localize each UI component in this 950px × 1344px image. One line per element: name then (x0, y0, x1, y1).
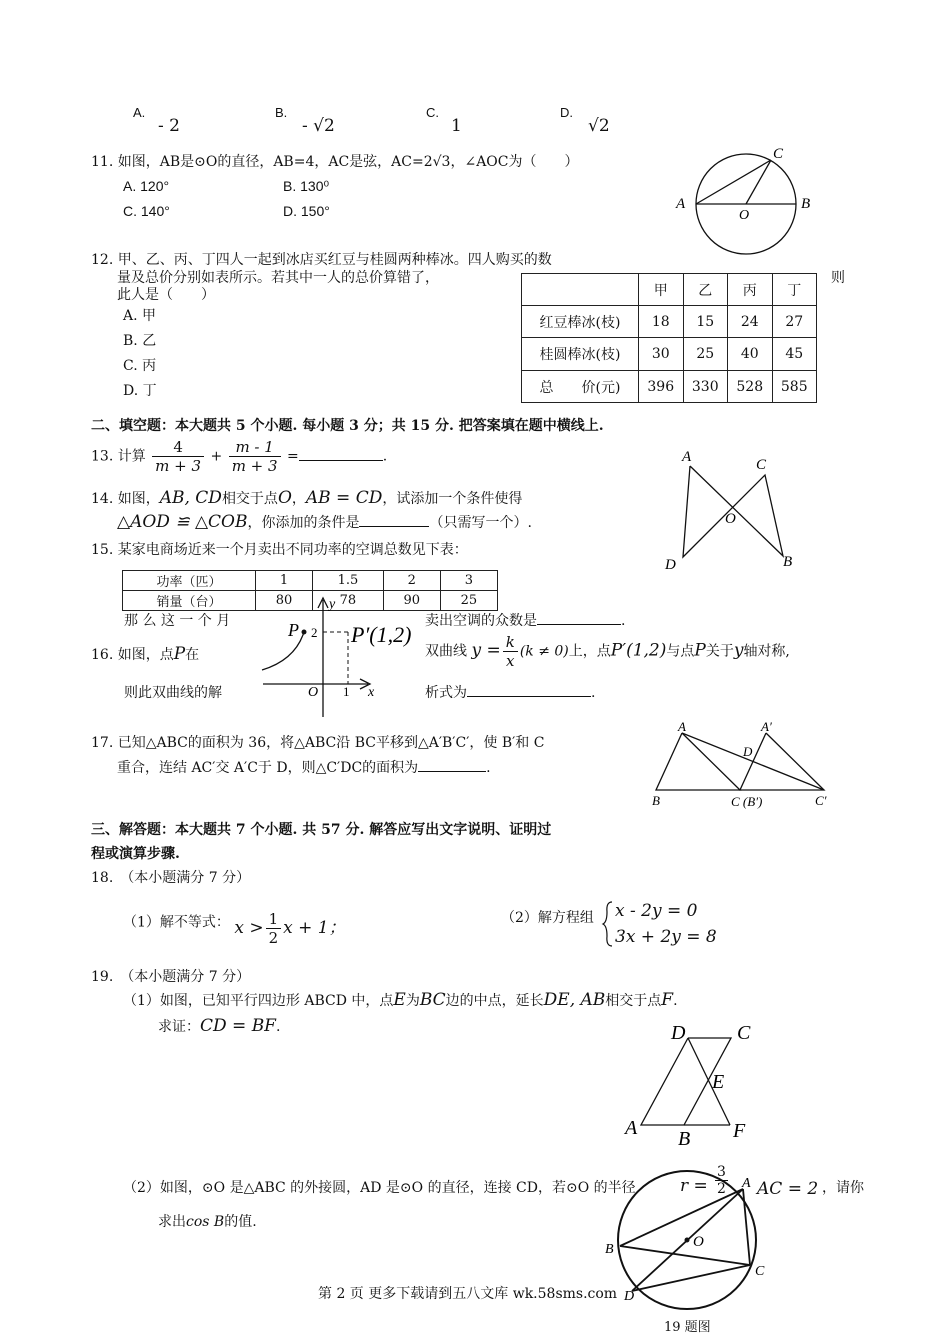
q19-fig2-label-a: A (742, 1176, 751, 1191)
q19-segment-ab (620, 1189, 743, 1246)
q15-table-cell: 78 (313, 591, 384, 611)
q15-text: 卖出空调的众数是 (425, 613, 537, 629)
q11-option-c: C. 140° (123, 203, 170, 219)
q12-table-cell: 396 (639, 371, 684, 403)
q16-line-c: 则此双曲线的解 (124, 685, 222, 701)
q18-part1 (123, 904, 346, 947)
q12-stem-line1: 12. 甲、乙、丙、丁四人一起到冰店买红豆与桂圆两种棒冰。四人购买的数 (91, 252, 552, 268)
q17-label-a: A (678, 719, 686, 734)
q10-option-b-value: - √2 (302, 116, 335, 136)
q18-brace (603, 900, 615, 948)
q10-option-b-label: B. (275, 105, 288, 120)
q16-label-x: x (368, 685, 375, 700)
q12-table-cell: 桂圆棒冰(枝) (522, 338, 639, 371)
q11-stem: 11. 如图，AB是⊙O的直径，AB=4，AC是弦，AC=2√3，∠AOC为（ ） (91, 154, 579, 170)
q12-table-cell: 30 (639, 338, 684, 371)
q19-figure-caption: 19 题图 (664, 1320, 711, 1335)
q17-text: 重合，连结 AC′交 A′C于 D，则△C′DC的面积为 (117, 760, 419, 776)
q19-fig2-label-d: D (624, 1289, 635, 1304)
q10-option-d-label: D. (560, 105, 573, 120)
q19-fig2-label-c: C (755, 1264, 765, 1279)
q19-fig1-label-c: C (737, 1022, 751, 1044)
q18-frac-num: 1 (266, 910, 282, 929)
q13-num2: m - 1 (229, 438, 281, 457)
q19-radius-eq: r = (680, 1176, 708, 1196)
q19-fig1-label-e: E (712, 1071, 725, 1093)
q18-brace-path (603, 902, 612, 946)
q12-option-d: D. 丁 (123, 383, 157, 399)
q10-option-a-value: - 2 (158, 116, 180, 136)
q12-option-a: A. 甲 (123, 308, 157, 324)
q14-line1 (91, 488, 522, 508)
q17-line1: 17. 已知△ABC的面积为 36，将△ABC沿 BC平移到△A′B′C′，使 B′和 C (91, 735, 545, 751)
q14-label-a: A (682, 449, 692, 465)
q14-label-b: B (783, 554, 793, 570)
q15-text: . (621, 613, 626, 629)
q16-text: 在 (185, 647, 200, 663)
q14-label-o: O (725, 511, 736, 527)
q16-text: 与点 (666, 643, 695, 660)
q15-table-header: 功率（匹） (123, 571, 256, 591)
q16-line-a (91, 644, 199, 664)
section-3-heading-line1: 三、解答题：本大题共 7 个小题. 共 57 分. 解答应写出文字说明、证明过 (91, 822, 552, 838)
q19-segment-ac (743, 1189, 750, 1265)
q17-text: . (486, 760, 491, 776)
q11-label-a: A (676, 196, 686, 212)
q12-table-cell: 总 价(元) (522, 371, 639, 403)
q12-table-cell: 27 (772, 306, 817, 338)
q13-equals: = (287, 448, 299, 465)
q19-part2-please: ，请你 (822, 1180, 864, 1196)
q19-math: DE, AB (543, 990, 606, 1010)
q15-tail-b (425, 610, 625, 630)
q16-label-p: P (288, 620, 299, 640)
q19-math: F (661, 990, 674, 1010)
q15-table-header: 3 (440, 571, 497, 591)
q11-option-d: D. 150° (283, 203, 330, 219)
q14-text: 相交于点 (221, 491, 278, 507)
q12-table-header-row (522, 274, 817, 306)
q18-text: （1）解不等式： (123, 914, 230, 931)
q10-option-c-label: C. (426, 105, 439, 120)
q12-table-cell: 18 (639, 306, 684, 338)
q19-text: 求出 (158, 1214, 186, 1230)
q16-answer-blank[interactable] (467, 696, 591, 697)
q19-fig1-label-f: F (733, 1120, 746, 1142)
q16-math: y (733, 640, 744, 661)
q17-label-cprime: C′ (815, 793, 827, 808)
q13-num1: 4 (152, 438, 204, 457)
q17-triangle-abc (656, 733, 740, 790)
q19-text: 的值. (224, 1214, 257, 1230)
q19-text: 相交于点 (605, 993, 662, 1009)
q12-table-header: 丁 (772, 274, 817, 306)
q15-table-header-row (123, 571, 498, 591)
q19-segment-cd (632, 1265, 750, 1291)
q17-figure (645, 715, 835, 815)
q16-text: 轴对称, (743, 643, 790, 660)
q12-stem-line2: 量及总价分别如表所示。若其中一人的总价算错了， (117, 270, 439, 286)
q12-table-cell: 红豆棒冰(枝) (522, 306, 639, 338)
q12-stem-line3: 此人是（ ） (117, 287, 215, 303)
q19-fig2-label-o: O (693, 1234, 704, 1250)
q19-text: 求证： (158, 1019, 200, 1035)
q19-fig1-label-b: B (678, 1128, 691, 1150)
q18-frac-den: 2 (268, 929, 279, 947)
q13-den1: m + 3 (155, 457, 202, 475)
q11-circle-figure (670, 140, 830, 265)
q18-heading: 18. （本小题满分 7 分） (91, 870, 251, 886)
q11-label-c: C (773, 146, 784, 162)
q16-text: 上，点 (568, 643, 611, 660)
q14-text: ，试添加一个条件使得 (382, 491, 523, 507)
q16-math: P′(1,2) (610, 640, 667, 661)
q19-circle-figure (600, 1178, 780, 1328)
q19-radius-num: 3 (717, 1164, 726, 1180)
q16-line-b (425, 633, 790, 670)
q19-part2-line1: （2）如图，⊙O 是△ABC 的外接圆，AD 是⊙O 的直径，连接 CD，若⊙O 的半径 (123, 1180, 636, 1196)
q15-table-cell: 销量（台） (123, 591, 256, 611)
q12-table-cell: 45 (772, 338, 817, 371)
q15-tail-a: 那 么 这 一 个 月 (124, 613, 231, 629)
q19-center-o (685, 1238, 690, 1243)
q15-table-header: 2 (383, 571, 440, 591)
q17-label-aprime: A′ (761, 719, 772, 734)
q15-answer-blank[interactable] (537, 624, 621, 625)
q13-expression (91, 438, 387, 475)
q19-math: BC (419, 990, 446, 1010)
q16-math: (k ≠ 0) (519, 643, 569, 660)
q19-ac-eq: AC = 2 (757, 1179, 819, 1199)
q17-segment-acprime (682, 733, 824, 790)
section-2-heading: 二、填空题：本大题共 5 个小题. 每小题 3 分；共 15 分. 把答案填在题中横线上. (91, 418, 604, 434)
q14-line2 (117, 512, 532, 532)
q13-den2: m + 3 (231, 457, 278, 475)
q10-option-c-value: 1 (451, 116, 462, 136)
q19-text: . (275, 1019, 281, 1035)
q15-stem: 15. 某家电商场近来一个月卖出不同功率的空调总数见下表： (91, 542, 468, 558)
q18-part2-label: （2）解方程组 (501, 910, 594, 926)
q13-answer-blank[interactable] (299, 460, 383, 461)
q12-table-header (522, 274, 639, 306)
q16-label-2: 2 (311, 625, 318, 640)
q18-math: x + 1； (283, 917, 346, 938)
q16-label-1: 1 (343, 684, 350, 699)
q19-math: E (393, 990, 406, 1010)
q19-math: cos B (186, 1214, 225, 1230)
q15-table-cell: 90 (383, 591, 440, 611)
q12-table-row (522, 306, 817, 338)
q19-fig1-label-d: D (671, 1022, 686, 1044)
q19-part2-line2 (158, 1211, 257, 1231)
q16-frac-den: x (506, 652, 515, 670)
q13-end: . (382, 448, 388, 465)
q11-label-o: O (739, 208, 750, 223)
section-3-heading-line2: 程或演算步骤. (91, 846, 180, 862)
q19-text: . (673, 993, 678, 1009)
q11-option-b: B. 130⁰ (283, 178, 330, 194)
q16-text: 关于 (705, 643, 734, 660)
q12-table-header: 丙 (728, 274, 773, 306)
q14-text: ，你添加的条件是 (247, 515, 360, 531)
q19-heading: 19. （本小题满分 7 分） (91, 969, 251, 985)
q12-table-cell: 585 (772, 371, 817, 403)
q10-option-d-value: √2 (588, 116, 610, 136)
q17-label-d: D (743, 744, 753, 759)
q16-label-y: y (329, 597, 336, 612)
q16-text: 双曲线 (425, 643, 467, 660)
q14-text: ， (291, 491, 306, 507)
q14-answer-blank[interactable] (359, 526, 429, 527)
q16-point-p (302, 630, 307, 635)
q16-text: 16. 如图，点 (91, 647, 174, 663)
q15-table-cell: 80 (256, 591, 313, 611)
q12-table-row (522, 338, 817, 371)
q12-table-cell: 330 (683, 371, 728, 403)
q16-label-pprime: P′(1,2) (351, 622, 412, 647)
q14-math: AB, CD (159, 488, 222, 508)
q12-stem-end: 则 (831, 270, 845, 286)
q13-prefix: 13. 计算 (91, 448, 146, 465)
q12-table-cell: 24 (728, 306, 773, 338)
q17-label-b: B (652, 793, 660, 808)
q12-table-header: 乙 (683, 274, 728, 306)
q14-label-d: D (665, 557, 676, 573)
q18-math: x > (234, 917, 264, 938)
q12-table-cell: 528 (728, 371, 773, 403)
q14-figure (660, 445, 800, 575)
q14-text: （只需写一个）. (429, 515, 532, 531)
q11-option-a: A. 120° (123, 178, 170, 194)
q17-answer-blank[interactable] (418, 771, 486, 772)
q19-parallelogram-figure (620, 1015, 760, 1155)
q16-frac-num: k (503, 633, 518, 652)
q19-part1-line1 (123, 990, 678, 1010)
q12-table-cell: 15 (683, 306, 728, 338)
q12-option-b: B. 乙 (123, 333, 157, 349)
q17-label-cb: C (B′) (731, 794, 763, 809)
q14-math: O (277, 488, 292, 508)
q14-math: △AOD ≌ △COB (117, 512, 248, 532)
q12-option-c: C. 丙 (123, 358, 157, 374)
q16-math: y = (471, 640, 501, 661)
q12-table (521, 273, 817, 403)
q19-radius-den: 2 (717, 1181, 726, 1197)
q16-line-d (425, 682, 595, 702)
q18-equation-1: x - 2y = 0 (615, 901, 698, 921)
q12-table-cell: 40 (728, 338, 773, 371)
q11-label-b: B (801, 196, 811, 212)
q15-table-header: 1.5 (313, 571, 384, 591)
q14-text: 14. 如图， (91, 491, 160, 507)
q19-segment-bc (620, 1246, 750, 1265)
q12-table-cell: 25 (683, 338, 728, 371)
q16-label-o: O (308, 685, 319, 700)
q19-prove (158, 1016, 280, 1036)
q16-math: P (694, 640, 706, 661)
q10-option-a-label: A. (133, 105, 146, 120)
q14-label-c: C (756, 457, 767, 473)
q19-fig2-label-b: B (605, 1242, 614, 1257)
q16-math: P (173, 644, 186, 664)
q12-table-header: 甲 (639, 274, 684, 306)
page-footer: 第 2 页 更多下载请到五八文库 wk.58sms.com (318, 1286, 618, 1302)
q19-math: CD = BF (200, 1016, 276, 1036)
q16-graph-figure (255, 590, 415, 720)
q14-math: AB = CD (305, 488, 383, 508)
q15-table-header: 1 (256, 571, 313, 591)
q19-text: 边的中点，延长 (445, 993, 544, 1009)
q13-plus: + (210, 448, 223, 465)
q17-line2 (117, 757, 491, 777)
q15-table-cell: 25 (440, 591, 497, 611)
q11-chord-ac (696, 160, 771, 204)
q16-text: . (591, 685, 596, 701)
q19-text: （1）如图，已知平行四边形 ABCD 中，点 (123, 993, 394, 1009)
q18-equation-2: 3x + 2y = 8 (615, 927, 717, 947)
q12-table-row (522, 371, 817, 403)
q16-text: 析式为 (425, 685, 467, 701)
q19-text: 为 (405, 993, 420, 1009)
q19-fig1-label-a: A (625, 1117, 638, 1139)
